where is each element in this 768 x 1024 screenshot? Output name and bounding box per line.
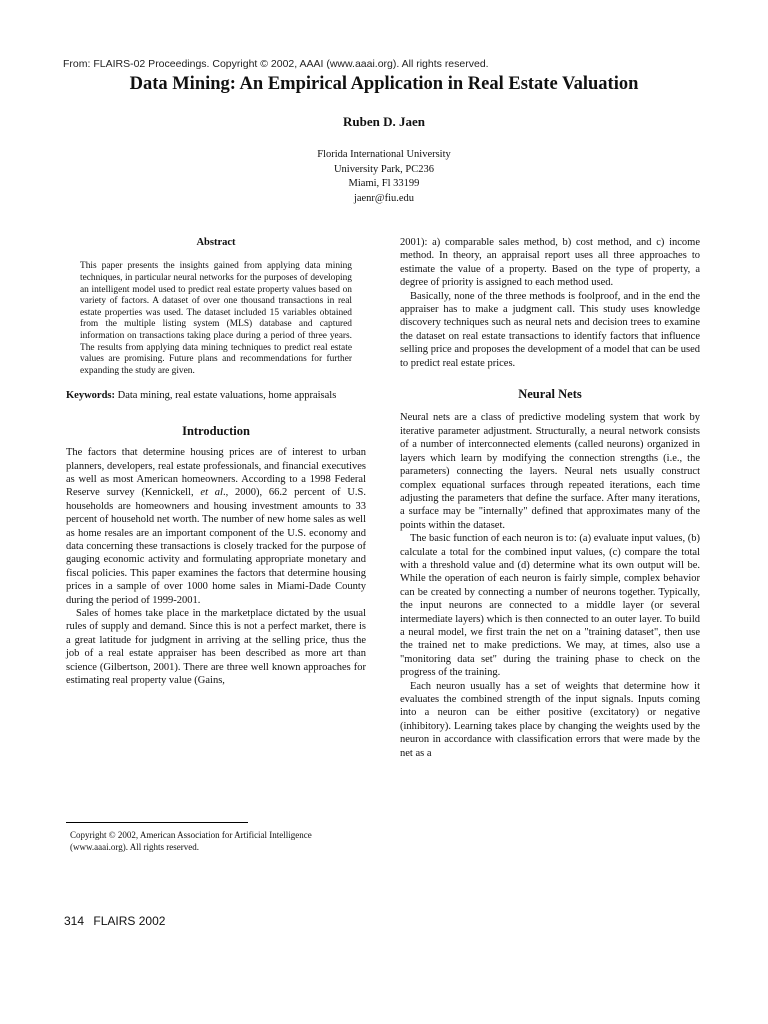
affiliation-institution: Florida International University [317, 149, 451, 160]
proceedings-header-note: From: FLAIRS-02 Proceedings. Copyright © 2002, AAAI (www.aaai.org). All rights reserved. [63, 58, 489, 70]
introduction-paragraph-1 [66, 446, 366, 607]
right-continued-paragraph: 2001): a) comparable sales method, b) cost method, and c) income method. In theory, an appraisal report uses all three approaches to estimate the value of a property. Based on the type of property, a degree of priority is assigned to each method used. [400, 237, 700, 289]
keywords-text: Data mining, real estate valuations, home appraisals [117, 390, 337, 402]
page-footer [64, 914, 171, 928]
intro-p1-part-b: ., 2000), 66.2 percent of U.S. households are homeowners and housing investment amounts to 33 percent of household net worth. The number of new home sales as well as home resales are an important component of the U.S. economy and data concerning these transactions is closely tracked for the purpose of gauging economic activity and formulating appropriate monetary and fiscal policies. This paper examines the factors that determine housing prices in a sample of over 1000 home sales in Miami-Dade County during the period of 1999-2001. [66, 487, 367, 606]
neural-nets-paragraph-2: The basic function of each neuron is to: (a) evaluate input values, (b) calculate a total for the combined input values, (c) compare the total with a threshold value and (d) determine what its own output will be. While the operation of each neuron is fairly simple, complex behavior can be created by connecting a number of neurons together. Typically, the input neurons are connected to a middle layer (or several intermediate layers) which is then connected to an outer layer. To build a neural model, we first train the net on a "training dataset", then use the trained net to make predictions. We may, at times, also use a "monitoring data set" during the training phase to check on the progress of the training. [400, 533, 700, 679]
neural-nets-paragraph-1: Neural nets are a class of predictive modeling system that work by iterative parameter adjustment. Structurally, a neural network consists of a number of interconnected elements (called neurons) organized in layers which learn by modifying the connection strengths (i.e., the parameters) connecting the layers. Neural nets usually construct complex equational surfaces through repeated iterations, each time adjusting the parameters that define the surface. After many iterations, a surface may be "internally" defined that approximates many of the points within the dataset. [400, 412, 700, 531]
footer-venue: FLAIRS 2002 [93, 914, 166, 928]
left-column [66, 234, 366, 687]
footnote-divider [66, 822, 248, 823]
right-column [400, 236, 700, 760]
author-name: Ruben D. Jaen [343, 114, 425, 129]
neural-nets-paragraph-3: Each neuron usually has a set of weights that determine how it evaluates the combined strength of the input signals. Inputs coming into a neuron can be either positive (excitatory) or negative (inhibitory). Learning takes place by changing the weights used by the neuron in accordance with classification errors that were made by the net as a [400, 680, 700, 759]
affiliation-address: University Park, PC236 [333, 163, 435, 175]
right-basically-paragraph: Basically, none of the three methods is foolproof, and in the end the appraiser has to make a judgment call. This study uses knowledge discovery techniques such as neural nets and decision trees to examine the dataset on real estate transactions to identify factors that influence selling price and proposes the development of a model that can be used to predict real estate prices. [400, 290, 700, 369]
page-number: 314 [64, 914, 85, 928]
intro-p1-etal: et al [200, 487, 223, 499]
introduction-paragraph-2: Sales of homes take place in the marketplace dictated by the usual rules of supply and demand. Since this is not a perfect market, there is a great latitude for judgment in arriving at the selling price, thus the job of a real estate appraiser has been described as more art than science (Gilbertson, 2001). There are three well known approaches for estimating real property value (Gains, [66, 608, 366, 687]
author-affiliation [0, 148, 768, 206]
introduction-heading: Introduction [182, 423, 250, 438]
intro-p1-part-a: The factors that determine housing prices are of interest to urban planners, developers, real estate professionals, and financial executives as well as most American homeowners. According to a 1998 Federal Reserve survey (Kennickell, [66, 447, 366, 499]
abstract-body: This paper presents the insights gained from applying data mining techniques, in particular neural networks for the purposes of developing an intelligent model used to predict real estate property values based on variety of factors. A dataset of over one thousand transactions in real estate properties was used. The dataset included 15 variables obtained from the multiple listing system (MLS) database and captured information on transactions taking place during a period of three years. The results from applying data mining techniques to predict real estate values are promising. Future plans and recommendations for further expanding the study are given. [80, 261, 352, 376]
abstract-heading: Abstract [196, 237, 236, 248]
neural-nets-heading: Neural Nets [518, 387, 582, 402]
keywords [66, 389, 366, 402]
author-email: jaenr@fiu.edu [353, 192, 415, 204]
paper-title: Data Mining: An Empirical Application in Real Estate Valuation [129, 74, 639, 94]
keywords-label: Keywords: [66, 390, 115, 402]
copyright-footnote: Copyright © 2002, American Association for Artificial Intelligence (www.aaai.org). All rights reserved. [70, 830, 312, 852]
affiliation-city: Miami, Fl 33199 [348, 178, 420, 189]
